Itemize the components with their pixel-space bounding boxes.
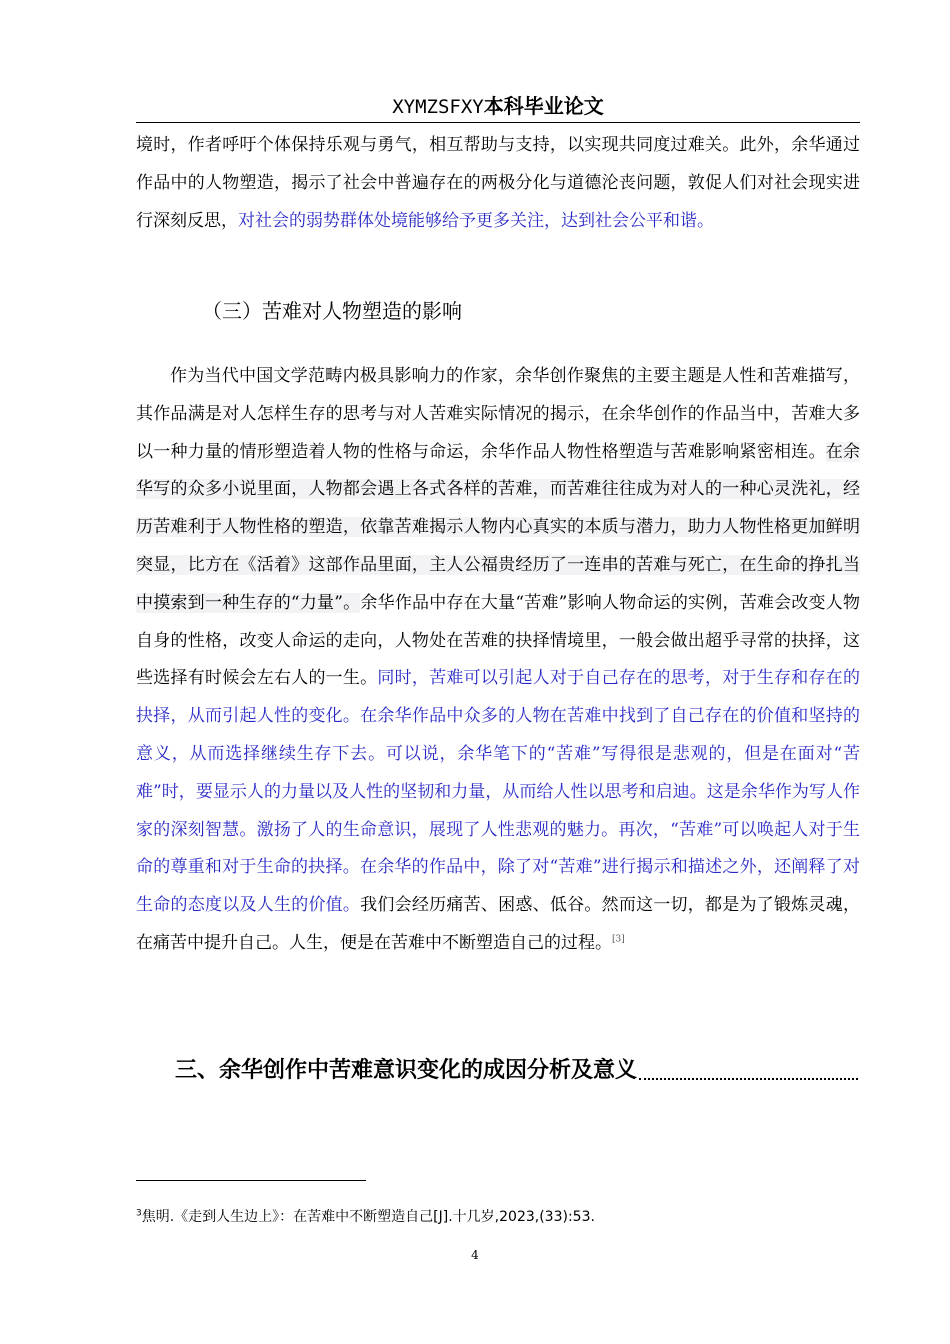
header-code: XYMZSFXY [392,96,484,118]
header-title: 本科毕业论文 [483,94,604,118]
chapter-heading-text: 三、余华创作中苦难意识变化的成因分析及意义 [175,1058,638,1083]
paragraph2-sentence-2: 在余华写的众多小说里面，人物都会遇上各式各样的苦难，而苦难往往成为对人的一种心灵洗礼，经历苦难利于人物性格的塑造，依靠苦难揭示人物内心真实的本质与潜力，助力人物性格更加鲜明突显，比方在《活着》这部作品里面，主人公福贵经历了一连串的苦难与死亡，在生命的挣扎当中摸索到一种生存的“力量”。 [136,441,861,613]
paragraph1-text: 境时，作者呼吁个体保持乐观与勇气，相互帮助与支持，以实现共同度过难关。此外，余华通过作品中的人物塑造，揭示了社会中普遍存在的两极分化与道德沦丧问题，敦促人们对社会现实进行深刻反思， [136,135,860,231]
paragraph-continuation [136,127,860,240]
footnote-number: 3 [136,1208,142,1219]
footnote [136,1207,595,1227]
toc-dot-leader [639,1078,858,1080]
section-heading: （三）苦难对人物塑造的影响 [202,299,462,323]
paragraph2-sentence-3: 余华作品中存在大量“苦难”影响人物命运的实例，苦难会改变人物自身的性格，改变人命运的走向，人物处在苦难的抉择情境里，一般会做出超乎寻常的抉择，这些选择有时候会左右人的一生。 [136,592,860,689]
footnote-text: 焦明.《走到人生边上》：在苦难中不断塑造自己[J].十几岁,2023,(33):53. [141,1209,595,1225]
paragraph2-sentence-1: 作为当代中国文学范畴内极具影响力的作家，余华创作聚焦的主要主题是人性和苦难描写，其作品满是对人怎样生存的思考与对人苦难实际情况的揭示，在余华创作的作品当中，苦难大多以一种力量的情形塑造着人物的性格与命运，余华作品人物性格塑造与苦难影响紧密相连。 [136,366,860,462]
paragraph2-ending: 我们会经历痛苦、困惑、低谷。然而这一切，都是为了锻炼灵魂，在痛苦中提升自己。人生，便是在苦难中不断塑造自己的过程。 [136,895,860,953]
chapter-heading [175,1053,860,1089]
page-number: 4 [471,1248,479,1262]
paragraph-main [136,358,860,963]
citation-marker[interactable]: [3] [612,934,625,945]
page-header [136,92,860,123]
paragraph2-blue-text: 同时，苦难可以引起人对于自己存在的思考，对于生存和存在的抉择，从而引起人性的变化。在余华作品中众多的人物在苦难中找到了自己存在的价值和坚持的意义，从而选择继续生存下去。可以说，余华笔下的“苦难”写得很是悲观的，但是在面对“苦难”时，要显示人的力量以及人性的坚韧和力量，从而给人性以思考和启迪。这是余华作为写人作家的深刻智慧。激扬了人的生命意识，展现了人性悲观的魅力。再次，“苦难”可以唤起人对于生命的尊重和对于生命的抉择。在余华的作品中，除了对“苦难”进行揭示和描述之外，还阐释了对生命的态度以及人生的价值。 [136,668,861,916]
footnote-separator [136,1180,366,1181]
paragraph1-blue-text: 对社会的弱势群体处境能够给予更多关注，达到社会公平和谐。 [238,210,714,231]
